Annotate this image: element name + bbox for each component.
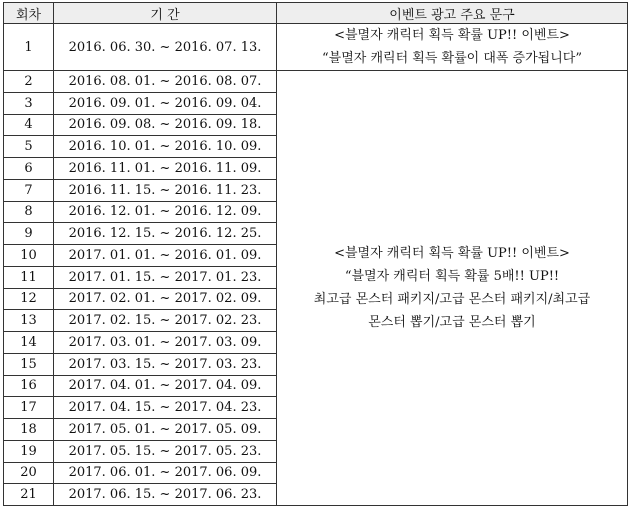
period-cell: 2017. 01. 15. ~ 2017. 01. 23. <box>54 266 277 288</box>
header-row <box>4 3 628 24</box>
round-cell: 3 <box>4 92 54 114</box>
period-cell: 2017. 05. 01. ~ 2017. 05. 09. <box>54 419 277 441</box>
round-cell: 4 <box>4 114 54 136</box>
round-cell: 6 <box>4 158 54 180</box>
period-cell: 2017. 02. 15. ~ 2017. 02. 23. <box>54 310 277 332</box>
period-cell: 2017. 04. 15. ~ 2017. 04. 23. <box>54 397 277 419</box>
event-text-line: <블멸자 캐릭터 획득 확률 UP!! 이벤트> <box>334 246 570 261</box>
period-cell: 2016. 09. 08. ~ 2016. 09. 18. <box>54 114 277 136</box>
round-cell: 19 <box>4 440 54 462</box>
round-cell: 18 <box>4 419 54 441</box>
round-cell: 10 <box>4 245 54 267</box>
event-text-cell-1 <box>277 24 628 71</box>
period-cell: 2017. 05. 15. ~ 2017. 05. 23. <box>54 440 277 462</box>
round-cell: 11 <box>4 266 54 288</box>
event-text-line: <블멸자 캐릭터 획득 확률 UP!! 이벤트> <box>334 28 570 43</box>
period-cell: 2016. 11. 01. ~ 2016. 11. 09. <box>54 158 277 180</box>
event-table <box>3 2 628 506</box>
header-event-text: 이벤트 광고 주요 문구 <box>277 3 628 24</box>
event-text-line: 최고급 몬스터 패키지/고급 몬스터 패키지/최고급 <box>313 292 591 307</box>
period-cell: 2016. 12. 15. ~ 2016. 12. 25. <box>54 223 277 245</box>
period-cell: 2017. 03. 15. ~ 2017. 03. 23. <box>54 353 277 375</box>
period-cell: 2017. 04. 01. ~ 2017. 04. 09. <box>54 375 277 397</box>
round-cell: 16 <box>4 375 54 397</box>
event-text-cell-2 <box>277 71 628 506</box>
period-cell: 2016. 06. 30. ~ 2016. 07. 13. <box>54 24 277 71</box>
round-cell: 17 <box>4 397 54 419</box>
round-cell: 1 <box>4 24 54 71</box>
round-cell: 9 <box>4 223 54 245</box>
round-cell: 7 <box>4 179 54 201</box>
period-cell: 2017. 06. 01. ~ 2017. 06. 09. <box>54 462 277 484</box>
table-row <box>4 71 628 93</box>
round-cell: 12 <box>4 288 54 310</box>
round-cell: 20 <box>4 462 54 484</box>
event-text-line: “블멸자 캐릭터 획득 확률이 대폭 증가됩니다” <box>322 51 582 66</box>
period-cell: 2016. 12. 01. ~ 2016. 12. 09. <box>54 201 277 223</box>
period-cell: 2017. 02. 01. ~ 2017. 02. 09. <box>54 288 277 310</box>
round-cell: 5 <box>4 136 54 158</box>
period-cell: 2017. 01. 01. ~ 2016. 01. 09. <box>54 245 277 267</box>
period-cell: 2016. 09. 01. ~ 2016. 09. 04. <box>54 92 277 114</box>
event-text-line: “블멸자 캐릭터 획득 확률 5배!! UP!! <box>344 269 560 284</box>
header-round: 회차 <box>4 3 54 24</box>
period-cell: 2016. 08. 01. ~ 2016. 08. 07. <box>54 71 277 93</box>
period-cell: 2017. 03. 01. ~ 2017. 03. 09. <box>54 332 277 354</box>
period-cell: 2016. 10. 01. ~ 2016. 10. 09. <box>54 136 277 158</box>
round-cell: 21 <box>4 484 54 506</box>
period-cell: 2017. 06. 15. ~ 2017. 06. 23. <box>54 484 277 506</box>
event-text-line: 몬스터 뽑기/고급 몬스터 뽑기 <box>368 315 536 330</box>
table-row <box>4 24 628 71</box>
header-period: 기 간 <box>54 3 277 24</box>
period-cell: 2016. 11. 15. ~ 2016. 11. 23. <box>54 179 277 201</box>
round-cell: 8 <box>4 201 54 223</box>
round-cell: 14 <box>4 332 54 354</box>
round-cell: 15 <box>4 353 54 375</box>
round-cell: 2 <box>4 71 54 93</box>
round-cell: 13 <box>4 310 54 332</box>
